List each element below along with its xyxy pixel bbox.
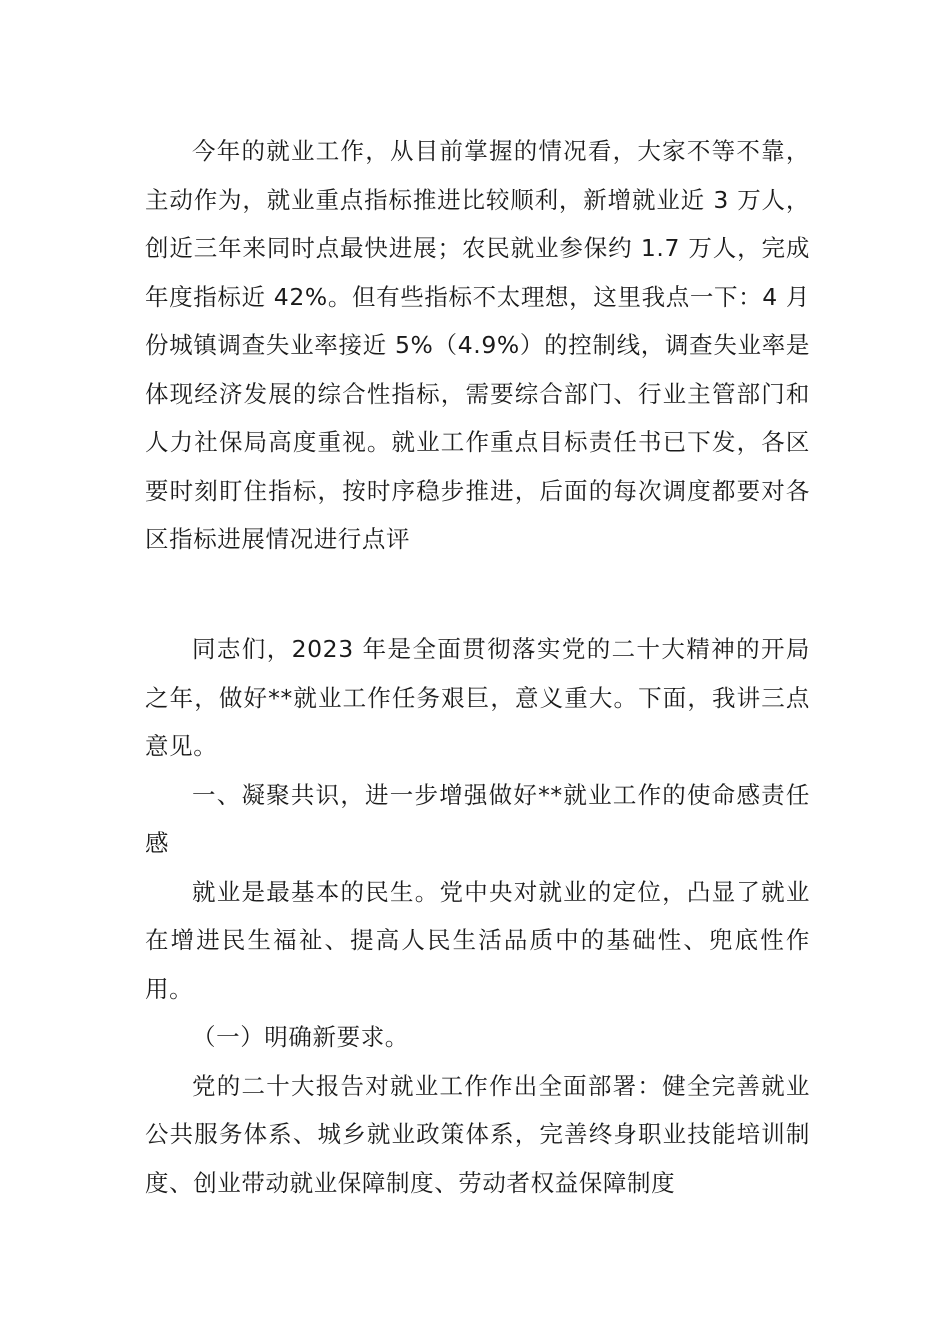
text-block-top <box>145 127 810 564</box>
paragraph-employment-progress: 今年的就业工作，从目前掌握的情况看，大家不等不靠，主动作为，就业重点指标推进比较顺利，新增就业近 3 万人，创近三年来同时点最快进展；农民就业参保约 1.7 万人，完成年度指标近 42%。但有些指标不太理想，这里我点一下：4 月份城镇调查失业率接近 5%（4.9%）的控制线，调查失业率是体现经济发展的综合性指标，需要综合部门、行业主管部门和人力社保局高度重视。就业工作重点目标责任书已下发，各区要时刻盯住指标，按时序稳步推进，后面的每次调度都要对各区指标进展情况进行点评 <box>145 137 810 553</box>
paragraph-basic-livelihood: 就业是最基本的民生。党中央对就业的定位，凸显了就业在增进民生福祉、提高人民生活品质中的基础性、兜底性作用。 <box>145 877 810 1003</box>
paragraph-comrades-intro: 同志们，2023 年是全面贯彻落实党的二十大精神的开局之年，做好**就业工作任务艰巨，意义重大。下面，我讲三点意见。 <box>145 635 810 760</box>
section-heading-one: 一、凝聚共识，进一步增强做好**就业工作的使命感责任感 <box>145 780 810 857</box>
subsection-heading-one: （一）明确新要求。 <box>192 1023 409 1051</box>
text-block-bottom <box>145 625 810 1207</box>
paragraph-twentieth-congress: 党的二十大报告对就业工作作出全面部署：健全完善就业公共服务体系、城乡就业政策体系，完善终身职业技能培训制度、创业带动就业保障制度、劳动者权益保障制度 <box>145 1071 810 1197</box>
